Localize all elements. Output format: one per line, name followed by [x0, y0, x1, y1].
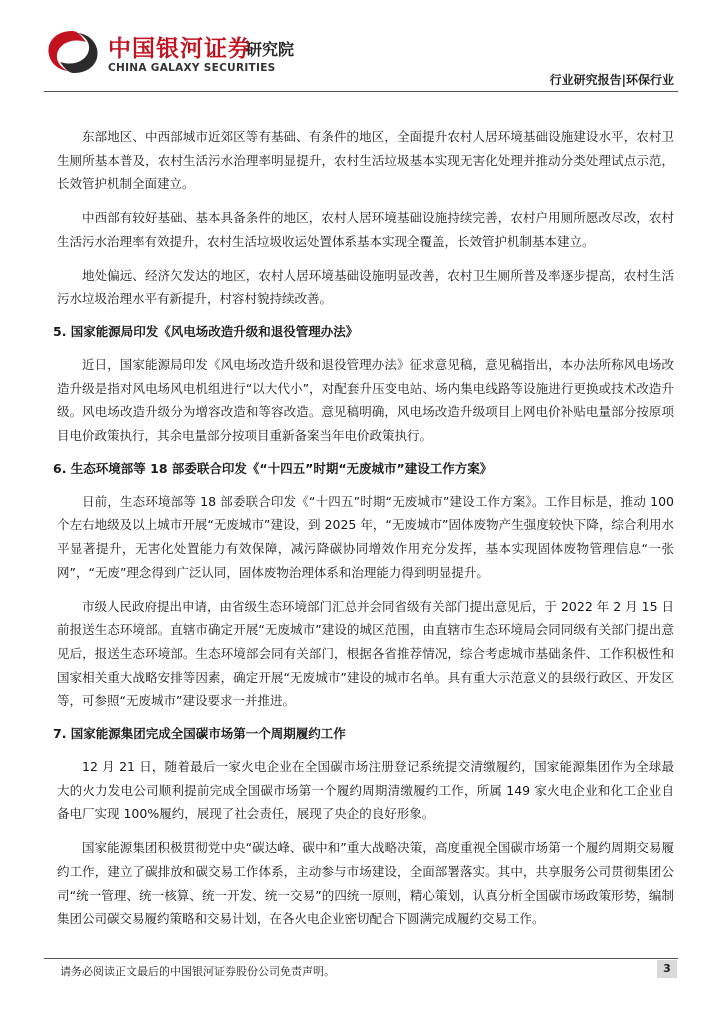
paragraph: 国家能源集团积极贯彻党中央“碳达峰、碳中和”重大战略决策，高度重视全国碳市场第一个履约周期交易履约工作，建立了碳排放和碳交易工作体系，主动参与市场建设，全面部署落实。其中，共享服务公司贯彻集团公司“统一管理、统一核算、统一开发、统一交易”的四统一原则，精心策划，认真分析全国碳市场政策形势，编制集团公司碳交易履约策略和交易计划，在各火电企业密切配合下圆满完成履约交易工作。 [57, 840, 674, 927]
paragraph: 市级人民政府提出申请，由省级生态环境部门汇总并会同省级有关部门提出意见后，于 2022 年 2 月 15 日前报送生态环境部。直辖市确定开展“无废城市”建设的城区范围，由直辖市生态环境局会同同级有关部门提出意见后，报送生态环境部。生态环境部会同有关部门，根据各省推荐情况，综合考虑城市基础条件、工作积极性和国家相关重大战略安排等因素，确定开展“无废城市”建设的城市名单。具有重大示范意义的县级行政区、开发区等，可参照“无废城市”建设要求一并推进。 [57, 598, 675, 709]
disclaimer-note: 请务必阅读正文最后的中国银河证券股份公司免责声明。 [60, 965, 335, 978]
section-heading-6: 6. 生态环境部等 18 部委联合印发《“十四五”时期“无废城市”建设工作方案》 [53, 460, 493, 476]
paragraph: 12 月 21 日，随着最后一家火电企业在全国碳市场注册登记系统提交清缴履约，国家能源集团作为全球最大的火力发电公司顺利提前完成全国碳市场第一个履约周期清缴履约工作，所属 149 家火电企业和化工企业自备电厂实现 100%履约，展现了社会责任，展现了央企的良好形象。 [57, 759, 674, 822]
brand-name-en: CHINA GALAXY SECURITIES [108, 62, 276, 74]
section-heading-7: 7. 国家能源集团完成全国碳市场第一个周期履约工作 [53, 726, 346, 742]
footer-divider [44, 958, 678, 959]
paragraph: 中西部有较好基础、基本具备条件的地区，农村人居环境基础设施持续完善，农村户用厕所愿改尽改，农村生活污水治理率有效提升，农村生活垃圾收运处置体系基本实现全覆盖，长效管护机制基本建立。 [57, 210, 674, 249]
paragraph: 东部地区、中西部城市近郊区等有基础、有条件的地区，全面提升农村人居环境基础设施建设水平，农村卫生厕所基本普及，农村生活污水治理率明显提升，农村生活垃圾基本实现无害化处理并推动分类处理试点示范，长效管护机制全面建立。 [57, 129, 674, 192]
page-header [0, 0, 724, 100]
institute-label: 研究院 [246, 40, 295, 59]
section-heading-5: 5. 国家能源局印发《风电场改造升级和退役管理办法》 [53, 323, 359, 339]
galaxy-logo-icon [44, 28, 102, 76]
header-divider [44, 91, 678, 92]
paragraph: 日前，生态环境部等 18 部委联合印发《“十四五”时期“无废城市”建设工作方案》。工作目标是，推动 100 个左右地级及以上城市开展“无废城市”建设，到 2025 年，“无废城市”固体废物产生强度较快下降，综合利用水平显著提升，无害化处置能力有效保障，减污降碳协同增效作用充分发挥，基本实现固体废物管理信息“一张网”，“无废”理念得到广泛认同，固体废物治理体系和治理能力得到明显提升。 [57, 493, 674, 580]
paragraph: 地处偏远、经济欠发达的地区，农村人居环境基础设施明显改善，农村卫生厕所普及率逐步提高，农村生活污水垃圾治理水平有新提升，村容村貌持续改善。 [57, 267, 674, 307]
report-category-tag: 行业研究报告|环保行业 [549, 73, 674, 87]
paragraph: 近日，国家能源局印发《风电场改造升级和退役管理办法》征求意见稿，意见稿指出，本办法所称风电场改造升级是指对风电场风电机组进行“以大代小”，对配套升压变电站、场内集电线路等设施进行更换或技术改造升级。风电场改造升级分为增容改造和等容改造。意见稿明确，风电场改造升级项目上网电价补贴电量部分按原项目电价政策执行，其余电量部分按项目重新备案当年电价政策执行。 [57, 356, 674, 444]
document-body [53, 125, 675, 941]
page-number: 3 [657, 960, 677, 978]
brand-name-cn: 中国银河证券 [108, 36, 252, 62]
